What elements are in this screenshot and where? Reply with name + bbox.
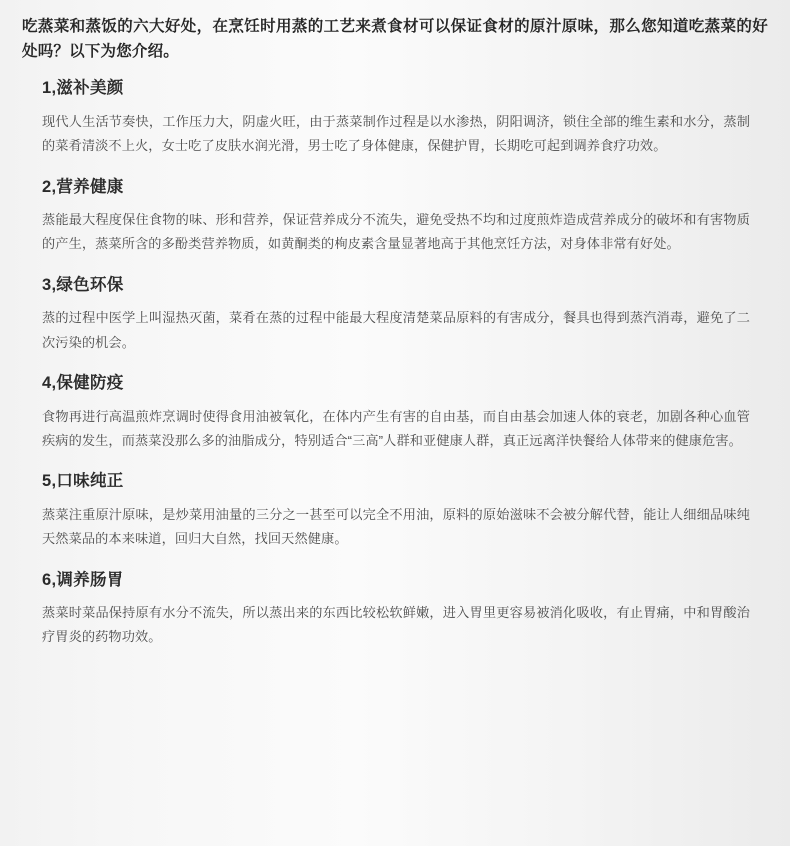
- section-body: 蒸菜时菜品保持原有水分不流失，所以蒸出来的东西比较松软鲜嫩，进入胃里更容易被消化吸收，有止胃痛，中和胃酸治疗胃炎的药物功效。: [42, 605, 750, 645]
- section-item: [42, 373, 750, 453]
- section-item: [42, 177, 750, 257]
- section-title: 5,口味纯正: [42, 472, 124, 491]
- section-item: [42, 570, 750, 650]
- sections-list: [22, 78, 768, 650]
- section-title: 3,绿色环保: [42, 275, 124, 294]
- section-body: 食物再进行高温煎炸烹调时使得食用油被氧化，在体内产生有害的自由基，而自由基会加速人体的衰老，加剧各种心血管疾病的发生，而蒸菜没那么多的油脂成分，特别适合“三高”人群和亚健康人群，真正远离洋快餐给人体带来的健康危害。: [42, 408, 750, 448]
- section-item: [42, 78, 750, 158]
- section-title: 1,滋补美颜: [42, 79, 124, 98]
- section-body: 现代人生活节奏快，工作压力大，阴虚火旺，由于蒸菜制作过程是以水渗热，阴阳调济，锁住全部的维生素和水分，蒸制的菜肴清淡不上火，女士吃了皮肤水润光滑，男士吃了身体健康，保健护胃，长期吃可起到调养食疗功效。: [42, 113, 750, 154]
- section-body: 蒸能最大程度保住食物的味、形和营养，保证营养成分不流失，避免受热不均和过度煎炸造成营养成分的破坏和有害物质的产生，蒸菜所含的多酚类营养物质，如黄酮类的栒皮素含量显著地高于其他烹饪方法，对身体非常有好处。: [42, 211, 750, 252]
- section-body: 蒸菜注重原汁原味，是炒菜用油量的三分之一甚至可以完全不用油，原料的原始滋味不会被分解代替，能让人细细品味纯天然菜品的本来味道，回归大自然，找回天然健康。: [42, 506, 750, 547]
- section-item: [42, 471, 750, 551]
- section-body: 蒸的过程中医学上叫湿热灭菌，菜肴在蒸的过程中能最大程度清楚菜品原料的有害成分，餐具也得到蒸汽消毒，避免了二次污染的机会。: [42, 310, 750, 350]
- section-title: 6,调养肠胃: [42, 570, 124, 589]
- section-title: 2,营养健康: [42, 177, 124, 196]
- section-item: [42, 275, 750, 355]
- intro-paragraph: 吃蒸菜和蒸饭的六大好处，在烹饪时用蒸的工艺来煮食材可以保证食材的原汁原味，那么您知道吃蒸菜的好处吗？以下为您介绍。: [22, 18, 768, 61]
- section-title: 4,保健防疫: [42, 374, 124, 393]
